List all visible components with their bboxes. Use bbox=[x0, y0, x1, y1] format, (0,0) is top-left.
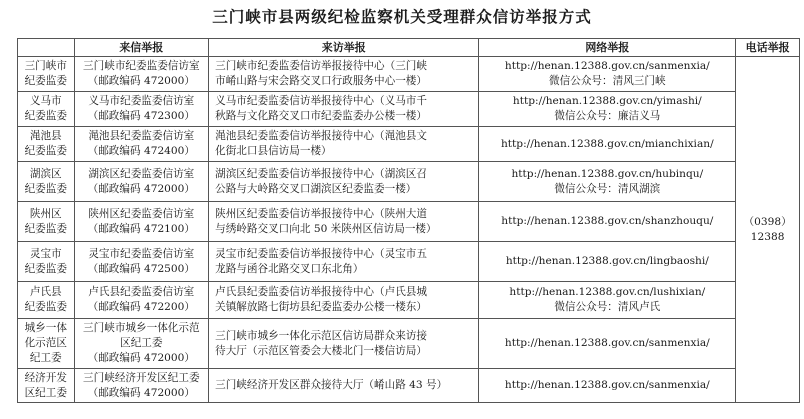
visit-cell bbox=[209, 282, 479, 319]
visit-line: 义马市纪委监委信访举报接待中心（义马市千 bbox=[215, 95, 427, 107]
wechat-account: 微信公众号：清风三门峡 bbox=[549, 75, 666, 87]
web-link[interactable]: http://henan.12388.gov.cn/shanzhouqu/ bbox=[501, 215, 714, 227]
unit-line: 卢氏县 bbox=[29, 286, 62, 298]
web-cell bbox=[479, 319, 736, 369]
mail-line: 义马市纪委监委信访室 bbox=[88, 95, 195, 107]
visit-cell bbox=[209, 92, 479, 127]
unit-line: 湖滨区 bbox=[29, 167, 62, 180]
mail-cell bbox=[74, 162, 209, 202]
unit-cell bbox=[18, 282, 75, 319]
page-title: 三门峡市县两级纪检监察机关受理群众信访举报方式 bbox=[212, 8, 592, 26]
mail-cell bbox=[74, 57, 209, 92]
header-row bbox=[18, 39, 800, 57]
mail-line: 三门峡市城乡一体化示范 bbox=[83, 322, 200, 334]
web-link[interactable]: http://henan.12388.gov.cn/sanmenxia/ bbox=[504, 379, 710, 391]
mail-line: （邮政编码 472400） bbox=[87, 145, 195, 157]
unit-line: 纪委监委 bbox=[24, 182, 67, 195]
unit-line: 城乡一体 bbox=[24, 322, 67, 334]
mail-line: （邮政编码 472100） bbox=[87, 222, 195, 235]
visit-cell bbox=[209, 127, 479, 162]
web-link[interactable]: http://henan.12388.gov.cn/mianchixian/ bbox=[500, 137, 714, 150]
visit-line: 公路与大岭路交叉口湖滨区纪委监委一楼） bbox=[215, 182, 417, 195]
unit-cell bbox=[18, 242, 75, 282]
unit-line: 渑池县 bbox=[29, 130, 62, 142]
phone-cell bbox=[736, 57, 800, 403]
wechat-account: 微信公众号：廉洁义马 bbox=[554, 110, 661, 122]
unit-cell bbox=[18, 162, 75, 202]
unit-line: 灵宝市 bbox=[29, 247, 62, 260]
unit-cell bbox=[18, 369, 75, 403]
mail-cell bbox=[74, 282, 209, 319]
table-row bbox=[18, 92, 800, 127]
visit-line: 渑池县纪委监委信访举报接待中心（渑池县文 bbox=[215, 130, 427, 142]
web-cell bbox=[479, 282, 736, 319]
web-link[interactable]: http://henan.12388.gov.cn/yimashi/ bbox=[512, 95, 702, 107]
unit-line: 纪委监委 bbox=[24, 222, 67, 235]
visit-line: 市崤山路与宋会路交叉口行政服务中心一楼） bbox=[215, 75, 427, 87]
visit-line: 灵宝市纪委监委信访举报接待中心（灵宝市五 bbox=[215, 247, 427, 260]
visit-line: 三门峡市纪委监委信访举报接待中心（三门峡 bbox=[215, 60, 427, 72]
unit-line: 义马市 bbox=[29, 95, 62, 107]
table-row bbox=[18, 369, 800, 403]
mail-cell bbox=[74, 319, 209, 369]
unit-line: 纪工委 bbox=[29, 352, 62, 364]
visit-cell bbox=[209, 202, 479, 242]
unit-cell bbox=[18, 319, 75, 369]
unit-line: 纪委监委 bbox=[24, 301, 67, 313]
web-link[interactable]: http://henan.12388.gov.cn/hubinqu/ bbox=[511, 167, 704, 180]
web-cell bbox=[479, 369, 736, 403]
wechat-account: 微信公众号：清风湖滨 bbox=[554, 182, 661, 195]
mail-line: （邮政编码 472000） bbox=[87, 352, 195, 364]
unit-line: 三门峡市 bbox=[24, 60, 67, 72]
mail-line: （邮政编码 472000） bbox=[87, 75, 195, 87]
visit-line: 待大厅（示范区管委会大楼北门一楼信访局） bbox=[215, 344, 427, 357]
complaint-channels-table bbox=[17, 38, 800, 403]
web-cell bbox=[479, 127, 736, 162]
web-link[interactable]: http://henan.12388.gov.cn/sanmenxia/ bbox=[504, 337, 710, 349]
mail-line: 湖滨区纪委监委信访室 bbox=[88, 167, 195, 180]
header-web: 网络举报 bbox=[479, 39, 736, 57]
mail-line: （邮政编码 472500） bbox=[87, 262, 195, 275]
header-unit bbox=[18, 39, 75, 57]
mail-line: 区纪工委 bbox=[120, 337, 163, 349]
unit-line: 纪委监委 bbox=[24, 110, 67, 122]
visit-line: 关镇解放路七街坊县纪委监委办公楼一楼东） bbox=[215, 301, 427, 313]
visit-line: 三门峡经济开发区群众接待大厅（崤山路 43 号） bbox=[215, 379, 448, 391]
mail-cell bbox=[74, 242, 209, 282]
mail-line: 卢氏县纪委监委信访室 bbox=[88, 286, 195, 298]
unit-line: 纪委监委 bbox=[24, 262, 67, 275]
unit-line: 陕州区 bbox=[29, 207, 62, 220]
visit-line: 化街北口县信访局一楼） bbox=[215, 145, 332, 157]
unit-line: 区纪工委 bbox=[24, 386, 67, 399]
unit-cell bbox=[18, 57, 75, 92]
mail-line: 三门峡经济开发区纪工委 bbox=[83, 371, 200, 384]
web-cell bbox=[479, 202, 736, 242]
mail-line: 渑池县纪委监委信访室 bbox=[88, 130, 195, 142]
mail-line: 灵宝市纪委监委信访室 bbox=[88, 247, 195, 260]
unit-line: 纪委监委 bbox=[24, 75, 67, 87]
web-link[interactable]: http://henan.12388.gov.cn/lingbaoshi/ bbox=[505, 255, 709, 267]
mail-line: 陕州区纪委监委信访室 bbox=[88, 207, 195, 220]
visit-line: 龙路与函谷北路交叉口东北角） bbox=[215, 262, 364, 275]
table-row bbox=[18, 162, 800, 202]
visit-cell bbox=[209, 242, 479, 282]
header-visit: 来访举报 bbox=[209, 39, 479, 57]
table-row bbox=[18, 282, 800, 319]
table-row bbox=[18, 319, 800, 369]
mail-line: （邮政编码 472000） bbox=[87, 182, 195, 195]
visit-line: 湖滨区纪委监委信访举报接待中心（湖滨区召 bbox=[215, 167, 427, 180]
visit-cell bbox=[209, 369, 479, 403]
visit-cell bbox=[209, 57, 479, 92]
web-link[interactable]: http://henan.12388.gov.cn/sanmenxia/ bbox=[504, 60, 710, 72]
wechat-account: 微信公众号：清风卢氏 bbox=[554, 301, 661, 313]
unit-cell bbox=[18, 92, 75, 127]
mail-line: 三门峡市纪委监委信访室 bbox=[83, 60, 200, 72]
unit-line: 纪委监委 bbox=[24, 145, 67, 157]
visit-line: 秋路与文化路交叉口市纪委监委办公楼一楼） bbox=[215, 110, 427, 122]
web-link[interactable]: http://henan.12388.gov.cn/lushixian/ bbox=[509, 286, 706, 298]
header-phone: 电话举报 bbox=[736, 39, 800, 57]
visit-cell bbox=[209, 319, 479, 369]
mail-cell bbox=[74, 92, 209, 127]
mail-cell bbox=[74, 369, 209, 403]
web-cell bbox=[479, 57, 736, 92]
web-cell bbox=[479, 242, 736, 282]
phone-number[interactable]: 12388 bbox=[750, 230, 785, 243]
phone-area-code: （0398） bbox=[743, 215, 792, 228]
table-row bbox=[18, 127, 800, 162]
web-cell bbox=[479, 92, 736, 127]
visit-line: 三门峡市城乡一体化示范区信访局群众来访接 bbox=[215, 329, 427, 342]
mail-cell bbox=[74, 127, 209, 162]
mail-line: （邮政编码 472200） bbox=[87, 301, 195, 313]
table-row bbox=[18, 202, 800, 242]
header-mail: 来信举报 bbox=[74, 39, 209, 57]
visit-line: 卢氏县纪委监委信访举报接待中心（卢氏县城 bbox=[215, 286, 427, 298]
web-cell bbox=[479, 162, 736, 202]
unit-cell bbox=[18, 202, 75, 242]
mail-cell bbox=[74, 202, 209, 242]
table-row bbox=[18, 57, 800, 92]
unit-line: 化示范区 bbox=[24, 337, 67, 349]
visit-line: 陕州区纪委监委信访举报接待中心（陕州大道 bbox=[215, 207, 427, 220]
unit-line: 经济开发 bbox=[24, 371, 67, 384]
unit-cell bbox=[18, 127, 75, 162]
table-row bbox=[18, 242, 800, 282]
mail-line: （邮政编码 472300） bbox=[87, 110, 195, 122]
visit-cell bbox=[209, 162, 479, 202]
visit-line: 与绣岭路交叉口向北 50 米陕州区信访局一楼） bbox=[215, 222, 437, 235]
mail-line: （邮政编码 472000） bbox=[87, 386, 195, 399]
